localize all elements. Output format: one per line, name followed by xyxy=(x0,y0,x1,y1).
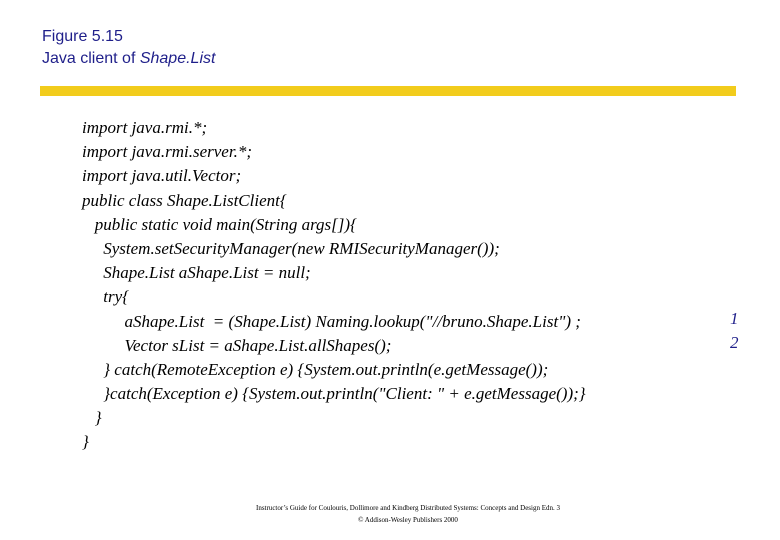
code-line: public class Shape.ListClient{ xyxy=(82,190,287,210)
code-line: Shape.List aShape.List = null; xyxy=(82,263,311,283)
figure-caption xyxy=(42,48,215,70)
footer-copyright: © Addison-Wesley Publishers 2000 xyxy=(358,516,458,524)
code-line: import java.rmi.*; xyxy=(82,118,208,137)
caption-italic: Shape.List xyxy=(139,50,216,67)
code-line: }catch(Exception e) {System.out.println("Client: " + e.getMessage());} xyxy=(82,384,586,404)
code-line: import java.rmi.server.*; xyxy=(82,142,252,162)
code-line: import java.util.Vector; xyxy=(82,166,242,186)
title-underline-bar xyxy=(40,86,736,96)
footer-credit: Instructor’s Guide for Coulouris, Dollimore and Kindberg Distributed Systems: Concepts and Design Edn. 3 xyxy=(255,504,560,512)
code-block xyxy=(82,116,586,455)
line-marker: 1 xyxy=(730,309,739,328)
slide-title xyxy=(42,26,215,70)
code-line: } xyxy=(82,432,89,452)
code-line: System.setSecurityManager(new RMISecurityManager()); xyxy=(82,238,500,258)
figure-number: Figure 5.15 xyxy=(42,28,123,45)
code-line: try{ xyxy=(82,287,129,307)
slide-footer xyxy=(0,502,780,526)
code-line: } xyxy=(82,408,102,428)
code-line: } catch(RemoteException e) {System.out.println(e.getMessage()); xyxy=(82,359,549,379)
line-marker: 2 xyxy=(730,333,739,352)
code-line: public static void main(String args[]){ xyxy=(82,214,357,234)
code-line: aShape.List = (Shape.List) Naming.lookup("//bruno.Shape.List") ; xyxy=(82,311,581,331)
code-line: Vector sList = aShape.List.allShapes(); xyxy=(82,335,392,355)
caption-prefix: Java client of xyxy=(42,50,140,67)
